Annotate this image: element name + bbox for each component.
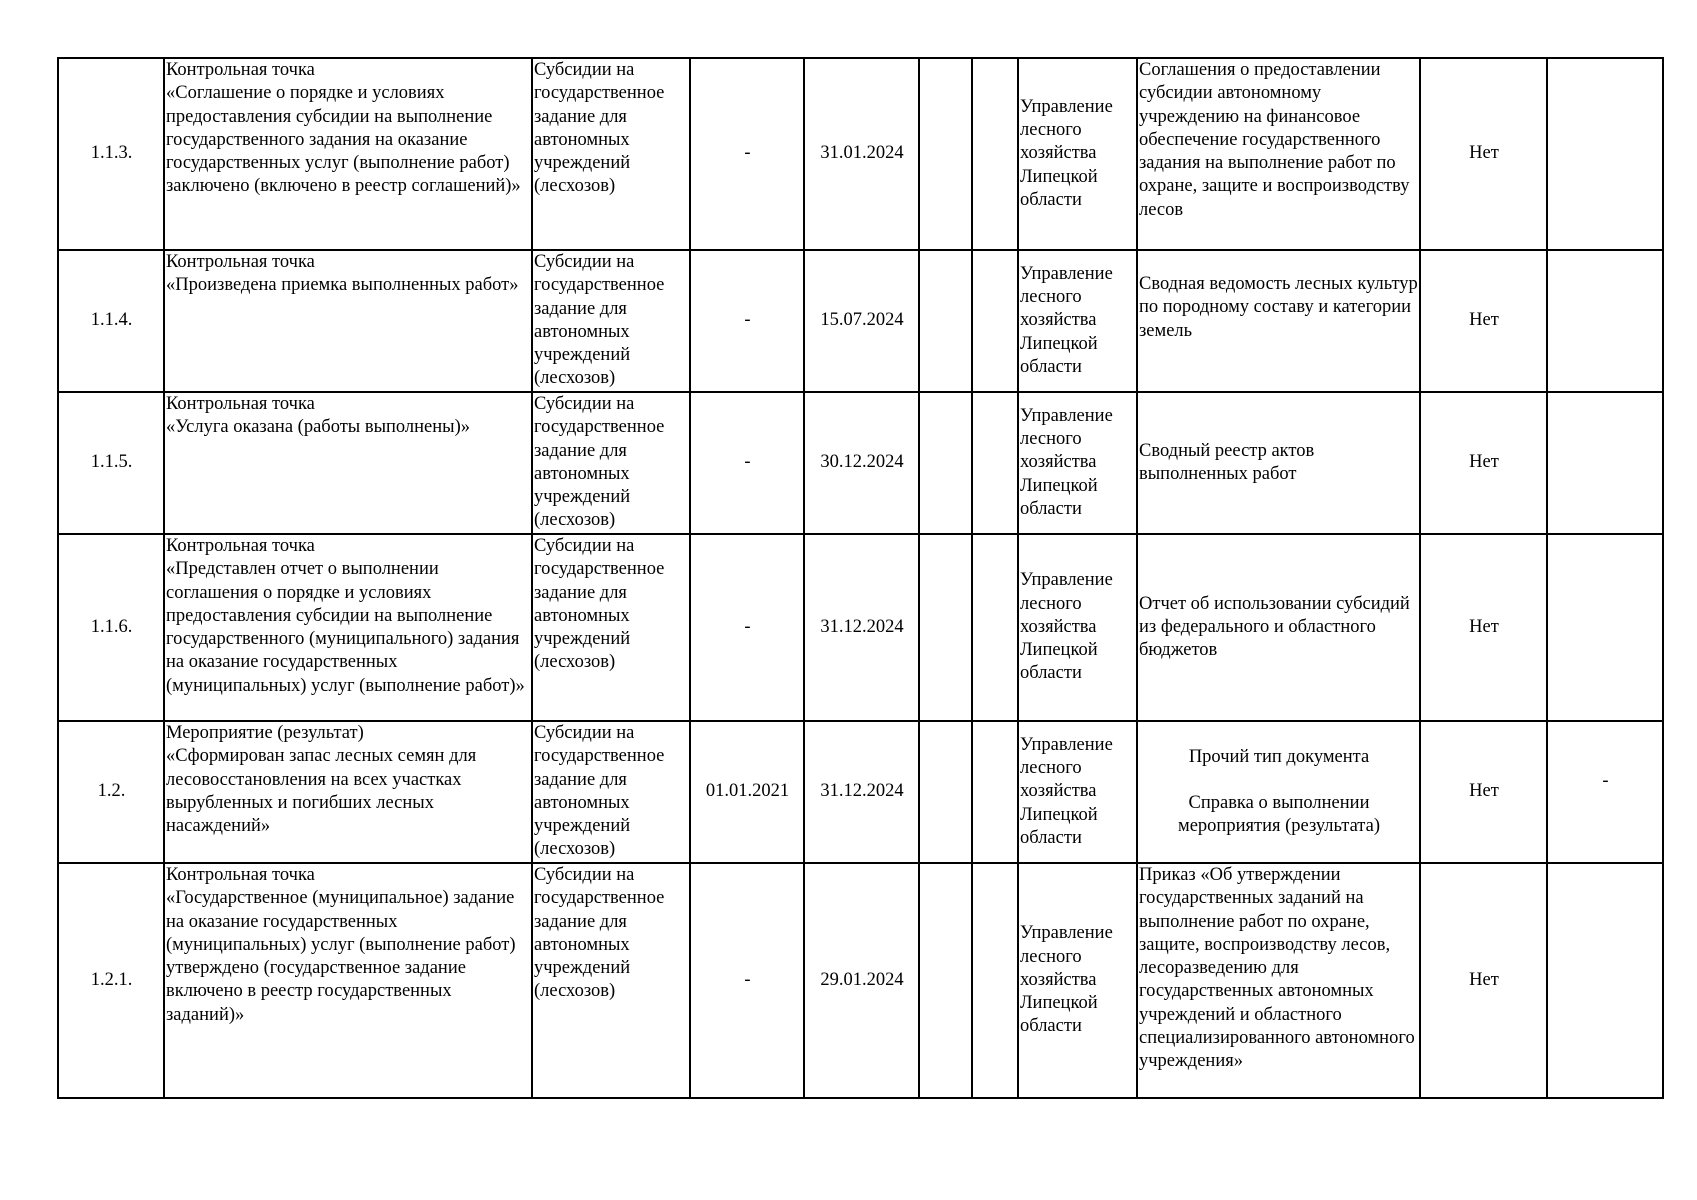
document-cell (1137, 721, 1420, 863)
start-date: - (690, 250, 804, 392)
end-date: 31.12.2024 (804, 721, 919, 863)
end-date: 31.12.2024 (804, 534, 919, 721)
event-title: «Соглашение о порядке и условиях предоставления субсидии на выполнение государственного задания на оказание государственных услуг (выполнение работ) заключено (включено в реестр соглашений)» (166, 83, 521, 197)
start-date: - (690, 58, 804, 250)
end-date: 15.07.2024 (804, 250, 919, 392)
funding-source: Субсидии на государственное задание для автономных учреждений (лесхозов) (532, 250, 690, 392)
empty-cell (919, 392, 972, 534)
empty-cell (972, 250, 1018, 392)
document-name: Сводная ведомость лесных культур по породному составу и категории земель (1137, 250, 1420, 392)
responsible: Управление лесного хозяйства Липецкой области (1018, 721, 1137, 863)
event-name-cell (164, 534, 532, 721)
end-date: 30.12.2024 (804, 392, 919, 534)
empty-cell (919, 721, 972, 863)
extra-value (1547, 863, 1663, 1098)
funding-source: Субсидии на государственное задание для автономных учреждений (лесхозов) (532, 392, 690, 534)
row-number: 1.2. (58, 721, 164, 863)
start-date: - (690, 392, 804, 534)
event-name-cell (164, 250, 532, 392)
start-date: - (690, 863, 804, 1098)
event-type: Мероприятие (результат) (166, 723, 364, 743)
empty-cell (972, 534, 1018, 721)
extra-value (1547, 534, 1663, 721)
event-type: Контрольная точка (166, 865, 315, 885)
event-title: «Государственное (муниципальное) задание на оказание государственных (муниципальных) услуг (выполнение работ) утверждено (государственное задание включено в реестр государственных заданий)» (166, 888, 516, 1025)
extra-value (1547, 58, 1663, 250)
flag-value: Нет (1420, 58, 1547, 250)
row-number: 1.1.6. (58, 534, 164, 721)
flag-value: Нет (1420, 721, 1547, 863)
row-number: 1.2.1. (58, 863, 164, 1098)
start-date: - (690, 534, 804, 721)
event-name-cell (164, 863, 532, 1098)
responsible: Управление лесного хозяйства Липецкой области (1018, 534, 1137, 721)
event-title: «Представлен отчет о выполнении соглашения о порядке и условиях предоставления субсидии на выполнение государственного (муниципального) задания на оказание государственных (муниципальных) услуг (выполнение работ)» (166, 559, 525, 696)
document-name: Отчет об использовании субсидий из федерального и областного бюджетов (1137, 534, 1420, 721)
event-title: «Произведена приемка выполненных работ» (166, 275, 519, 296)
end-date: 29.01.2024 (804, 863, 919, 1098)
funding-source: Субсидии на государственное задание для автономных учреждений (лесхозов) (532, 721, 690, 863)
document-type: Прочий тип документа (1188, 746, 1370, 767)
row-number: 1.1.5. (58, 392, 164, 534)
document-name: Соглашения о предоставлении субсидии автономному учреждению на финансовое обеспечение государственного задания на выполнение работ по охране, защите и воспроизводству лесов (1137, 58, 1420, 250)
event-name-cell (164, 392, 532, 534)
empty-cell (972, 721, 1018, 863)
event-title: «Сформирован запас лесных семян для лесовосстановления на всех участках вырубленных и погибших лесных насаждений» (166, 746, 477, 837)
event-type: Контрольная точка (166, 394, 315, 414)
empty-cell (919, 863, 972, 1098)
flag-value: Нет (1420, 863, 1547, 1098)
event-type: Контрольная точка (166, 252, 315, 272)
empty-cell (919, 534, 972, 721)
table-row (58, 58, 1663, 250)
event-type: Контрольная точка (166, 60, 315, 80)
document-name: Справка о выполнении мероприятия (результата) (1178, 792, 1380, 837)
end-date: 31.01.2024 (804, 58, 919, 250)
empty-cell (972, 392, 1018, 534)
row-number: 1.1.3. (58, 58, 164, 250)
event-type: Контрольная точка (166, 536, 315, 556)
responsible: Управление лесного хозяйства Липецкой области (1018, 250, 1137, 392)
plan-table (57, 57, 1664, 1099)
empty-cell (972, 863, 1018, 1098)
event-title: «Услуга оказана (работы выполнены)» (166, 417, 471, 438)
document-name: Приказ «Об утверждении государственных заданий на выполнение работ по охране, защите, воспроизводству лесов, лесоразведению для государственных автономных учреждений и областного специализированного автономного учреждения» (1137, 863, 1420, 1098)
funding-source: Субсидии на государственное задание для автономных учреждений (лесхозов) (532, 863, 690, 1098)
table-row (58, 534, 1663, 721)
empty-cell (919, 58, 972, 250)
document-page (57, 57, 1664, 1099)
extra-value (1547, 392, 1663, 534)
table-row (58, 250, 1663, 392)
event-name-cell (164, 58, 532, 250)
funding-source: Субсидии на государственное задание для автономных учреждений (лесхозов) (532, 58, 690, 250)
event-name-cell (164, 721, 532, 863)
table-row (58, 721, 1663, 863)
flag-value: Нет (1420, 250, 1547, 392)
row-number: 1.1.4. (58, 250, 164, 392)
table-row (58, 863, 1663, 1098)
flag-value: Нет (1420, 392, 1547, 534)
funding-source: Субсидии на государственное задание для автономных учреждений (лесхозов) (532, 534, 690, 721)
empty-cell (919, 250, 972, 392)
start-date: 01.01.2021 (690, 721, 804, 863)
extra-value (1547, 250, 1663, 392)
responsible: Управление лесного хозяйства Липецкой области (1018, 863, 1137, 1098)
document-name: Сводный реестр актов выполненных работ (1137, 392, 1420, 534)
extra-value: - (1547, 721, 1663, 863)
responsible: Управление лесного хозяйства Липецкой области (1018, 392, 1137, 534)
responsible: Управление лесного хозяйства Липецкой области (1018, 58, 1137, 250)
empty-cell (972, 58, 1018, 250)
table-row (58, 392, 1663, 534)
flag-value: Нет (1420, 534, 1547, 721)
